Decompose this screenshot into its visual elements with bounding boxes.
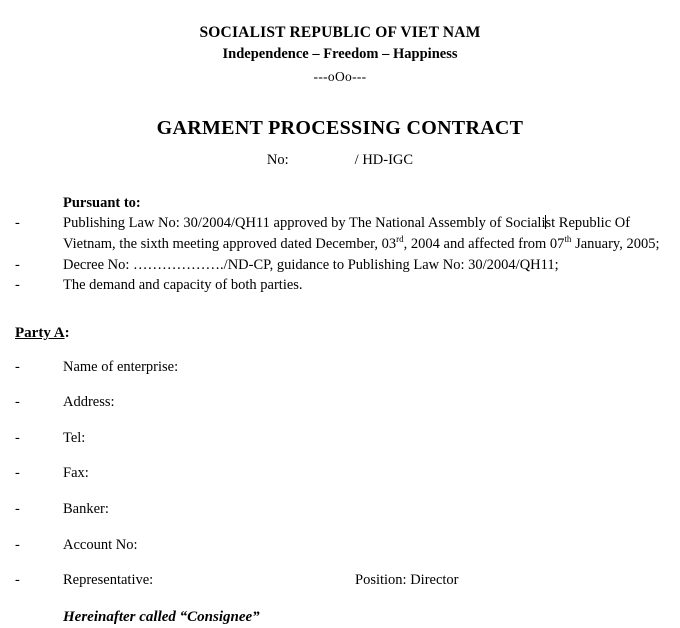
field-position: Position: Director (355, 572, 459, 589)
field-account-no (0, 535, 680, 556)
bullet-dash: - (15, 358, 20, 375)
pursuant-item-3 (0, 275, 680, 296)
pursuant-item-1-text-c: , 2004 and affected from 07 (403, 235, 565, 252)
bullet-dash: - (15, 501, 20, 518)
party-a-heading-label: Party A (15, 324, 65, 341)
field-fax (0, 463, 680, 484)
field-tel (0, 428, 680, 449)
contract-number-line (0, 152, 680, 169)
bullet-dash: - (15, 429, 20, 446)
pursuant-item-1 (0, 213, 680, 254)
national-motto: Independence – Freedom – Happiness (222, 46, 458, 63)
field-label: Fax: (63, 465, 89, 482)
bullet-dash: - (15, 465, 20, 482)
pursuant-item-1-text-b: st Republic Of Vietnam, the sixth meeting approved dated December, 03 (63, 215, 631, 252)
bullet-dash: - (15, 215, 20, 232)
bullet-dash: - (15, 572, 20, 589)
bullet-dash: - (15, 536, 20, 553)
title-block (0, 115, 680, 169)
pursuant-heading: Pursuant to: (63, 194, 141, 211)
country-name: SOCIALIST REPUBLIC OF VIET NAM (199, 24, 481, 41)
field-label: Address: (63, 394, 115, 411)
pursuant-item-1-text-a: Publishing Law No: 30/2004/QH11 approved by The National Assembly of Sociali (63, 215, 546, 232)
party-a-heading-colon: : (64, 324, 70, 341)
field-representative (0, 570, 680, 591)
field-label: Representative: (63, 572, 154, 589)
pursuant-item-3-text: The demand and capacity of both parties. (63, 277, 303, 294)
bullet-dash: - (15, 394, 20, 411)
bullet-dash: - (15, 277, 20, 294)
national-heading-block (0, 0, 680, 88)
contract-number-label: No: (266, 151, 289, 168)
field-label: Banker: (63, 501, 109, 518)
party-a-heading (0, 325, 680, 342)
field-label: Account No: (63, 536, 138, 553)
bullet-dash: - (15, 256, 20, 273)
field-label: Tel: (63, 429, 86, 446)
field-banker (0, 499, 680, 520)
pursuant-item-2 (0, 255, 680, 276)
pursuant-item-2-text: Decree No: ………………./ND-CP, guidance to Publishing Law No: 30/2004/QH11; (63, 256, 559, 273)
document-title: GARMENT PROCESSING CONTRACT (156, 116, 524, 139)
pursuant-item-1-text-d: January, 2005; (571, 235, 660, 252)
ornament-divider: ---oOo--- (313, 69, 367, 85)
field-label: Name of enterprise: (63, 358, 179, 375)
field-name-of-enterprise (0, 357, 680, 378)
hereinafter-clause: Hereinafter called “Consignee” (63, 608, 260, 625)
contract-number-suffix: / HD-IGC (354, 151, 414, 168)
pursuant-block (0, 193, 680, 296)
ordinal-suffix-th: th (564, 234, 572, 245)
ordinal-suffix-rd: rd (396, 234, 404, 245)
field-address (0, 392, 680, 413)
